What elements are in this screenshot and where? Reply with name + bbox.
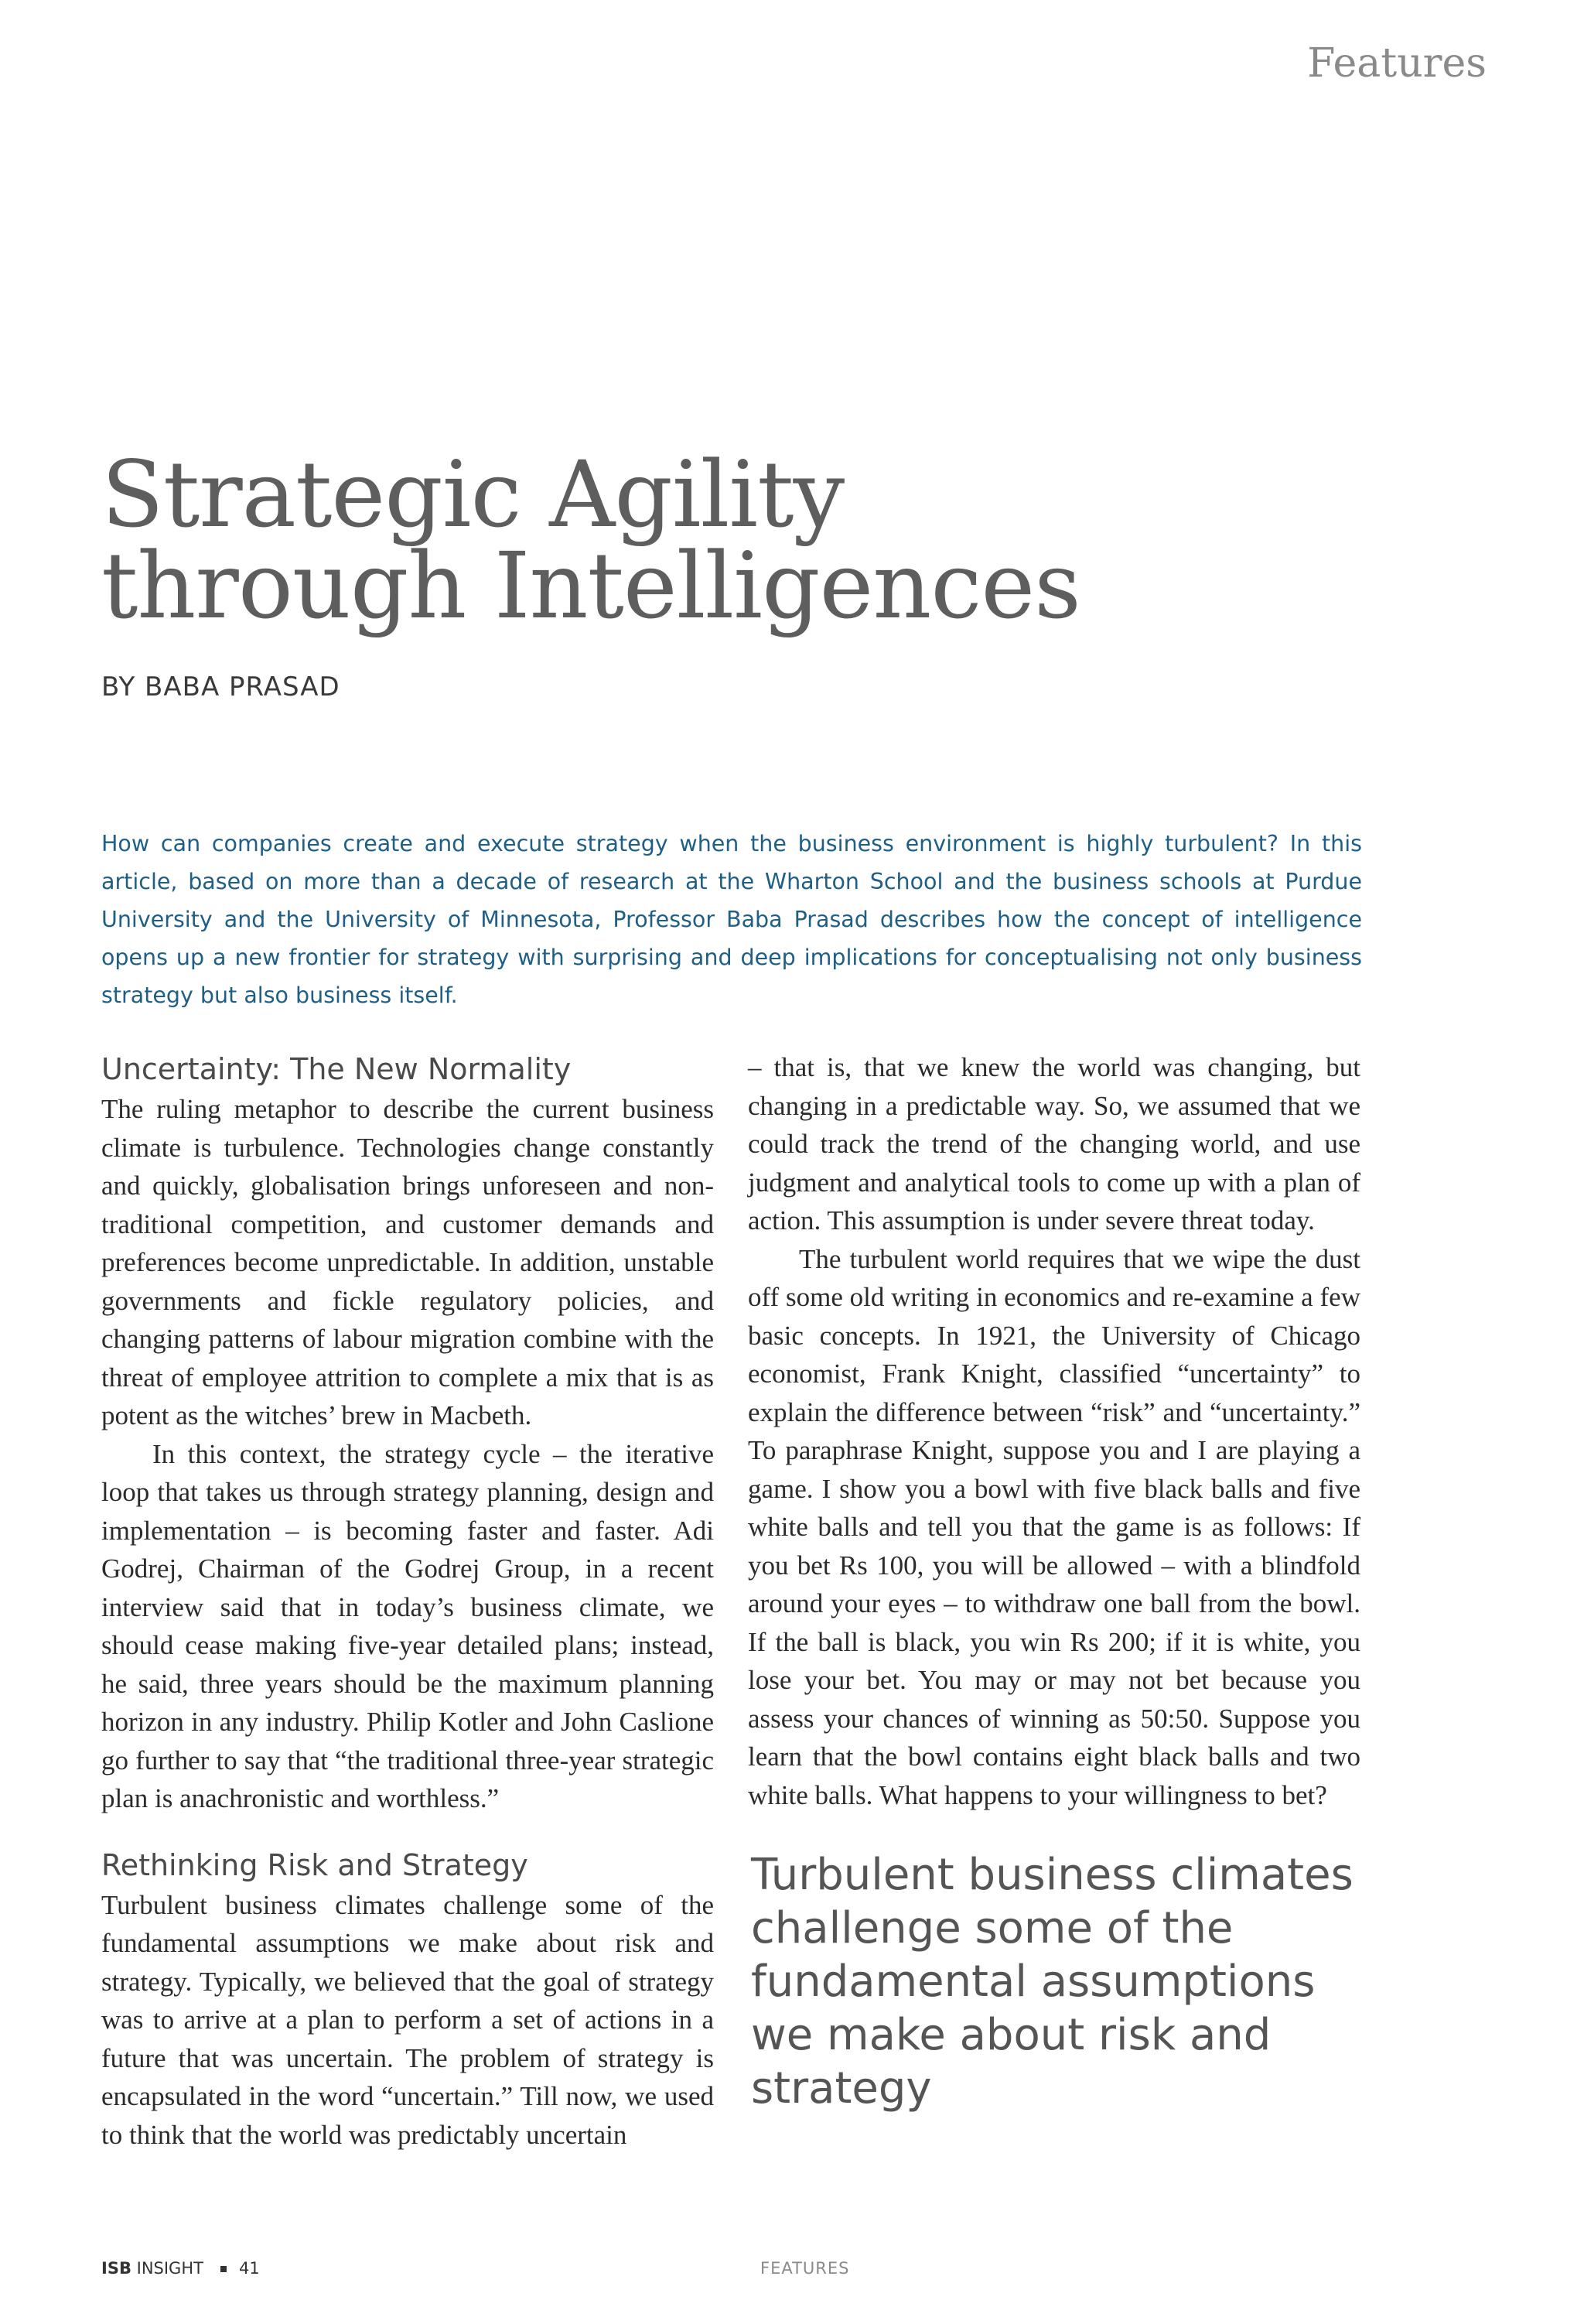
article-title-line-2: through Intelligences: [101, 532, 1080, 639]
standfirst: How can companies create and execute strategy when the business environment is highly turbulent? In this article, based on more than a decade of research at the Wharton School and the business schools at Purdue University and the University of Minnesota, Professor Baba Prasad describes how the concept of intelligence opens up a new frontier for strategy with surprising and deep implications for conceptualising not only business strategy but also business itself.: [101, 831, 1362, 1008]
pull-quote: Turbulent business climates challenge some of the fundamental assumptions we make about risk and strategy: [751, 1850, 1354, 2114]
body-paragraph: The ruling metaphor to describe the current business climate is turbulence. Technologies change constantly and quickly, globalisation brings unforeseen and non-traditional competition, and customer demands and preferences become unpredictable. In addition, unstable governments and fickle regulatory policies, and changing patterns of labour migration combine with the threat of employee attrition to complete a mix that is as potent as the witches’ brew in Macbeth.: [101, 1094, 714, 1430]
article-title: [101, 441, 1339, 639]
square-bullet-icon: [220, 2266, 227, 2272]
footer-brand: [101, 2259, 260, 2278]
byline: BY BABA PRASAD: [101, 672, 340, 702]
body-paragraph: In this context, the strategy cycle – the iterative loop that takes us through strategy planning, design and implementation – is becoming faster and faster. Adi Godrej, Chairman of the Godrej Group, in a recent interview said that in today’s business climate, we should cease making five-year detailed plans; instead, he said, three years should be the maximum planning horizon in any industry. Philip Kotler and John Caslione go further to say that “the traditional three-year strategic plan is anachronistic and worthless.”: [101, 1438, 714, 1813]
footer-brand-rest: INSIGHT: [131, 2259, 203, 2278]
body-paragraph: Turbulent business climates challenge some of the fundamental assumptions we make about risk and strategy. Typically, we believed that the goal of strategy was to arrive at a plan to perform a set of actions in a future that was uncertain. The problem of strategy is encapsulated in the word “uncertain.” Till now, we used to think that the world was predictably uncertain: [101, 1889, 714, 2150]
page-number: 41: [238, 2259, 260, 2278]
section-heading-uncertainty: Uncertainty: The New Normality: [101, 1052, 572, 1086]
body-paragraph: The turbulent world requires that we wipe the dust off some old writing in economics and re-examine a few basic concepts. In 1921, the University of Chicago economist, Frank Knight, classified “uncertainty” to explain the difference between “risk” and “uncertainty.” To paraphrase Knight, suppose you and I are playing a game. I show you a bowl with five black balls and five white balls and tell you that the game is as follows: If you bet Rs 100, you will be allowed – with a blindfold around your eyes – to withdraw one ball from the bowl. If the ball is black, you win Rs 200; if it is white, you lose your bet. You may or may not bet because you assess your chances of winning as 50:50. Suppose you learn that the bowl contains eight black balls and two white balls. What happens to your willingness to bet?: [748, 1243, 1360, 1810]
footer-brand-bold: ISB: [101, 2259, 131, 2278]
right-column: [748, 1048, 1360, 2115]
section-heading-rethinking-risk: Rethinking Risk and Strategy: [101, 1847, 528, 1882]
body-paragraph: – that is, that we knew the world was changing, but changing in a predictable way. So, we assumed that we could track the trend of the changing world, and use judgment and analytical tools to come up with a plan of action. This assumption is under severe threat today.: [748, 1052, 1360, 1235]
left-column: [101, 1048, 714, 2154]
section-label: Features: [1307, 40, 1487, 87]
footer-section-label: FEATURES: [760, 2259, 850, 2278]
article-title-line-1: Strategic Agility: [101, 441, 845, 548]
